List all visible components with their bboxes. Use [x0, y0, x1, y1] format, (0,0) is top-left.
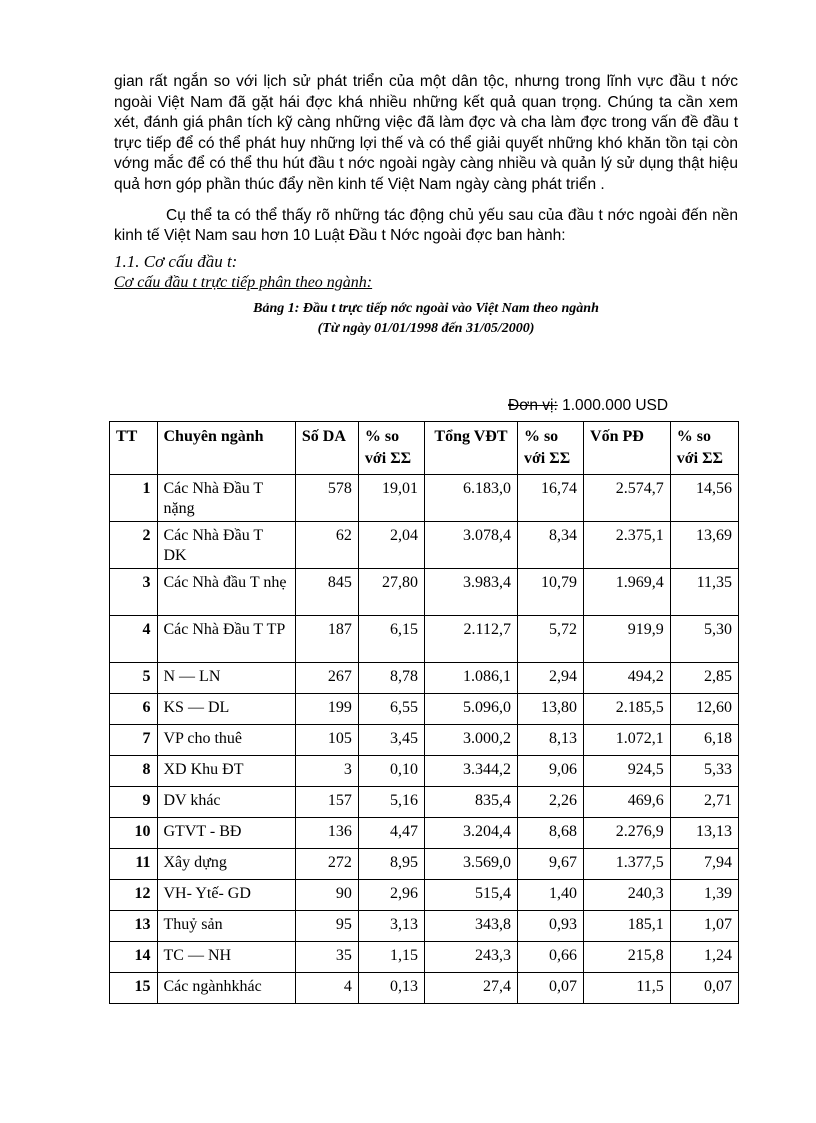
- row-total-investment: 27,4: [424, 973, 517, 1004]
- row-pct-investment: 2,26: [517, 787, 583, 818]
- row-project-count: 105: [295, 725, 358, 756]
- row-legal-capital: 2.574,7: [584, 475, 671, 522]
- row-pct-capital: 14,56: [670, 475, 738, 522]
- row-pct-capital: 11,35: [670, 569, 738, 616]
- row-sector: Các ngànhkhác: [157, 973, 295, 1004]
- row-project-count: 62: [295, 522, 358, 569]
- row-legal-capital: 1.377,5: [584, 849, 671, 880]
- row-total-investment: 5.096,0: [424, 694, 517, 725]
- row-pct-investment: 5,72: [517, 616, 583, 663]
- row-sector: VH- Ytế- GD: [157, 880, 295, 911]
- row-legal-capital: 2.276,9: [584, 818, 671, 849]
- row-pct-projects: 3,13: [358, 911, 424, 942]
- row-pct-capital: 6,18: [670, 725, 738, 756]
- row-number: 6: [110, 694, 158, 725]
- table-row: [110, 694, 739, 725]
- row-pct-capital: 5,30: [670, 616, 738, 663]
- table-row: [110, 973, 739, 1004]
- row-sector: KS — DL: [157, 694, 295, 725]
- row-project-count: 90: [295, 880, 358, 911]
- row-sector: Các Nhà Đầu T DK: [157, 522, 295, 569]
- row-pct-capital: 2,71: [670, 787, 738, 818]
- row-pct-projects: 0,10: [358, 756, 424, 787]
- row-pct-capital: 0,07: [670, 973, 738, 1004]
- row-pct-projects: 6,55: [358, 694, 424, 725]
- table-row: [110, 522, 739, 569]
- table-row: [110, 663, 739, 694]
- row-pct-projects: 8,78: [358, 663, 424, 694]
- row-total-investment: 1.086,1: [424, 663, 517, 694]
- row-sector: Xây dựng: [157, 849, 295, 880]
- row-number: 5: [110, 663, 158, 694]
- table-row: [110, 849, 739, 880]
- header-sector: Chuyên ngành: [157, 422, 295, 475]
- row-pct-capital: 7,94: [670, 849, 738, 880]
- row-total-investment: 3.000,2: [424, 725, 517, 756]
- row-pct-investment: 13,80: [517, 694, 583, 725]
- row-project-count: 157: [295, 787, 358, 818]
- row-sector: GTVT - BĐ: [157, 818, 295, 849]
- row-pct-capital: 12,60: [670, 694, 738, 725]
- table-row: [110, 942, 739, 973]
- row-project-count: 267: [295, 663, 358, 694]
- header-legal-capital: Vốn PĐ: [584, 422, 671, 475]
- unit-value: 1.000.000 USD: [557, 397, 669, 414]
- table-row: [110, 616, 739, 663]
- unit-label: Đơn vị:: [508, 397, 558, 414]
- header-tt: TT: [110, 422, 158, 475]
- row-pct-projects: 2,96: [358, 880, 424, 911]
- subsection-heading: Cơ cấu đầu t trực tiếp phân theo ngành:: [114, 273, 373, 291]
- row-number: 15: [110, 973, 158, 1004]
- row-total-investment: 343,8: [424, 911, 517, 942]
- row-total-investment: 3.204,4: [424, 818, 517, 849]
- table-row: [110, 475, 739, 522]
- table-header-row: [110, 422, 739, 475]
- row-pct-capital: 1,24: [670, 942, 738, 973]
- table-caption: [114, 299, 738, 339]
- row-number: 8: [110, 756, 158, 787]
- row-sector: DV khác: [157, 787, 295, 818]
- row-pct-capital: 13,13: [670, 818, 738, 849]
- paragraph-intro: gian rất ngắn so với lịch sử phát triển của một dân tộc, nhưng trong lĩnh vực đầu t nớc ngoài Việt Nam đã gặt hái đợc khá nhiều những kết quả quan trọng. Chúng ta cần xem xét, đánh giá phân tích kỹ càng những việc đã làm đợc và cha làm đợc trong vấn đề đầu t trực tiếp để có thể phát huy những lợi thế và có thể giải quyết những khó khăn tồn tại còn vớng mắc để có thể thu hút đầu t nớc ngoài ngày càng nhiều và quản lý sử dụng thật hiệu quả hơn góp phần thúc đẩy nền kinh tế Việt Nam ngày càng phát triển .: [114, 73, 738, 193]
- row-pct-projects: 2,04: [358, 522, 424, 569]
- row-pct-projects: 1,15: [358, 942, 424, 973]
- table-caption-date-range: (Từ ngày 01/01/1998 đến 31/05/2000): [317, 320, 535, 336]
- row-total-investment: 243,3: [424, 942, 517, 973]
- row-total-investment: 3.344,2: [424, 756, 517, 787]
- section-heading: 1.1. Cơ cấu đầu t:: [114, 251, 238, 271]
- row-legal-capital: 924,5: [584, 756, 671, 787]
- row-pct-investment: 10,79: [517, 569, 583, 616]
- row-number: 12: [110, 880, 158, 911]
- row-pct-capital: 5,33: [670, 756, 738, 787]
- row-project-count: 272: [295, 849, 358, 880]
- table-row: [110, 756, 739, 787]
- row-pct-investment: 1,40: [517, 880, 583, 911]
- row-pct-investment: 0,93: [517, 911, 583, 942]
- row-number: 2: [110, 522, 158, 569]
- row-sector: Các Nhà Đầu T TP: [157, 616, 295, 663]
- fdi-sector-table: [109, 421, 739, 1004]
- row-legal-capital: 919,9: [584, 616, 671, 663]
- row-legal-capital: 1.969,4: [584, 569, 671, 616]
- paragraph-effects: Cụ thể ta có thể thấy rõ những tác động chủ yếu sau của đầu t nớc ngoài đến nền kinh tế Việt Nam sau hơn 10 Luật Đầu t Nớc ngoài đợc ban hành:: [114, 206, 738, 245]
- row-pct-investment: 0,66: [517, 942, 583, 973]
- table-row: [110, 880, 739, 911]
- table-row: [110, 569, 739, 616]
- row-sector: Các Nhà Đầu T nặng: [157, 475, 295, 522]
- row-project-count: 199: [295, 694, 358, 725]
- row-sector: Các Nhà đầu T nhẹ: [157, 569, 295, 616]
- row-total-investment: 3.983,4: [424, 569, 517, 616]
- row-project-count: 35: [295, 942, 358, 973]
- row-number: 10: [110, 818, 158, 849]
- row-legal-capital: 2.375,1: [584, 522, 671, 569]
- row-number: 7: [110, 725, 158, 756]
- header-pct-projects: % so với ΣΣ: [358, 422, 424, 475]
- row-pct-investment: 9,67: [517, 849, 583, 880]
- row-pct-investment: 2,94: [517, 663, 583, 694]
- row-total-investment: 2.112,7: [424, 616, 517, 663]
- row-pct-projects: 27,80: [358, 569, 424, 616]
- row-pct-investment: 9,06: [517, 756, 583, 787]
- row-pct-projects: 19,01: [358, 475, 424, 522]
- row-pct-projects: 4,47: [358, 818, 424, 849]
- row-sector: N — LN: [157, 663, 295, 694]
- table-row: [110, 818, 739, 849]
- row-pct-capital: 2,85: [670, 663, 738, 694]
- table-body: [110, 475, 739, 1004]
- row-legal-capital: 494,2: [584, 663, 671, 694]
- row-number: 3: [110, 569, 158, 616]
- row-sector: XD Khu ĐT: [157, 756, 295, 787]
- row-pct-capital: 13,69: [670, 522, 738, 569]
- row-number: 1: [110, 475, 158, 522]
- row-number: 13: [110, 911, 158, 942]
- row-sector: Thuỷ sản: [157, 911, 295, 942]
- row-total-investment: 6.183,0: [424, 475, 517, 522]
- row-legal-capital: 1.072,1: [584, 725, 671, 756]
- row-pct-investment: 8,68: [517, 818, 583, 849]
- row-pct-projects: 6,15: [358, 616, 424, 663]
- row-project-count: 95: [295, 911, 358, 942]
- row-pct-projects: 8,95: [358, 849, 424, 880]
- row-sector: TC — NH: [157, 942, 295, 973]
- header-project-count: Số DA: [295, 422, 358, 475]
- row-pct-investment: 16,74: [517, 475, 583, 522]
- document-body: [114, 72, 738, 339]
- row-project-count: 4: [295, 973, 358, 1004]
- row-project-count: 187: [295, 616, 358, 663]
- row-project-count: 3: [295, 756, 358, 787]
- row-pct-capital: 1,07: [670, 911, 738, 942]
- unit-note: [508, 397, 668, 415]
- row-pct-investment: 8,13: [517, 725, 583, 756]
- row-pct-projects: 5,16: [358, 787, 424, 818]
- row-sector: VP cho thuê: [157, 725, 295, 756]
- row-legal-capital: 11,5: [584, 973, 671, 1004]
- row-number: 11: [110, 849, 158, 880]
- row-total-investment: 3.078,4: [424, 522, 517, 569]
- row-number: 9: [110, 787, 158, 818]
- table-caption-title: Bảng 1: Đầu t trực tiếp nớc ngoài vào Việt Nam theo ngành: [253, 300, 599, 316]
- row-pct-investment: 0,07: [517, 973, 583, 1004]
- row-legal-capital: 2.185,5: [584, 694, 671, 725]
- row-project-count: 136: [295, 818, 358, 849]
- table-row: [110, 911, 739, 942]
- row-legal-capital: 240,3: [584, 880, 671, 911]
- table-row: [110, 725, 739, 756]
- header-total-investment: Tổng VĐT: [424, 422, 517, 475]
- header-pct-capital: % so với ΣΣ: [670, 422, 738, 475]
- row-pct-investment: 8,34: [517, 522, 583, 569]
- row-total-investment: 3.569,0: [424, 849, 517, 880]
- row-total-investment: 515,4: [424, 880, 517, 911]
- row-project-count: 845: [295, 569, 358, 616]
- row-legal-capital: 185,1: [584, 911, 671, 942]
- row-pct-projects: 0,13: [358, 973, 424, 1004]
- row-legal-capital: 469,6: [584, 787, 671, 818]
- row-legal-capital: 215,8: [584, 942, 671, 973]
- row-number: 14: [110, 942, 158, 973]
- table-row: [110, 787, 739, 818]
- row-project-count: 578: [295, 475, 358, 522]
- header-pct-investment: % so với ΣΣ: [517, 422, 583, 475]
- row-pct-capital: 1,39: [670, 880, 738, 911]
- row-pct-projects: 3,45: [358, 725, 424, 756]
- row-number: 4: [110, 616, 158, 663]
- row-total-investment: 835,4: [424, 787, 517, 818]
